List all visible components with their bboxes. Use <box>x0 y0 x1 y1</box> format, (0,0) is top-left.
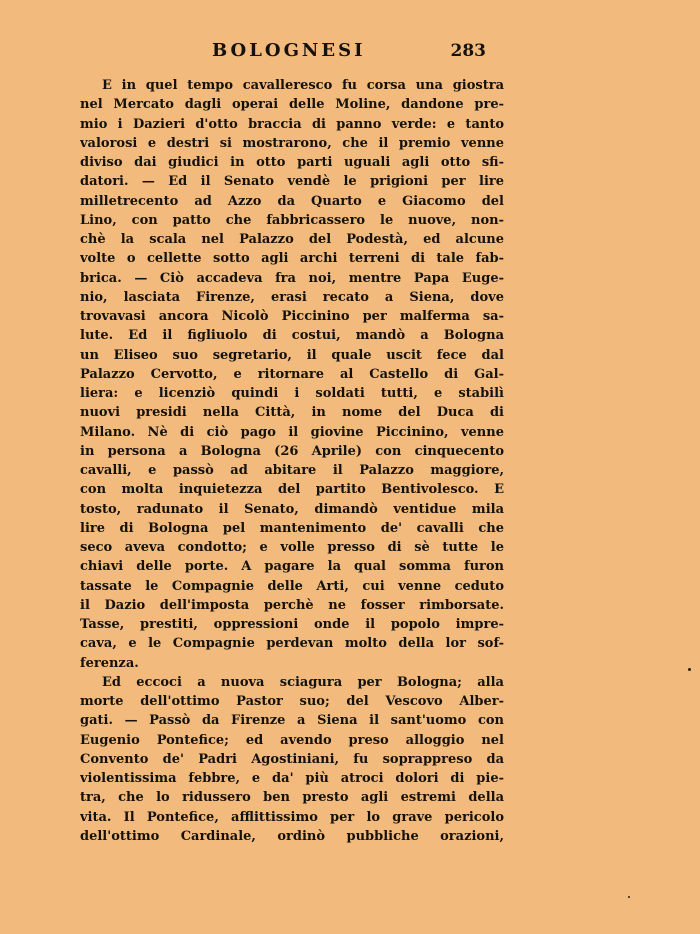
text-line: milletrecento ad Azzo da Quarto e Giacomo del <box>80 193 504 209</box>
text-line: cava, e le Compagnie perdevan molto della lor sof- <box>80 636 504 652</box>
text-line: nel Mercato dagli operai delle Moline, dandone pre- <box>80 97 504 113</box>
text-line: cavalli, e passò ad abitare il Palazzo maggiore, <box>80 463 504 478</box>
text-line: violentissima febbre, e da' più atroci dolori di pie- <box>80 771 504 786</box>
text-line: E in quel tempo cavalleresco fu corsa una giostra <box>102 78 504 93</box>
text-line: tosto, radunato il Senato, dimandò ventidue mila <box>80 501 504 517</box>
text-line: mio i Dazieri d'otto braccia di panno verde: e tanto <box>80 116 504 132</box>
text-line: ferenza. <box>80 655 139 671</box>
paragraph-1 <box>80 76 504 673</box>
text-line: Convento de' Padri Agostiniani, fu soprappreso da <box>80 751 504 767</box>
text-line: Tasse, prestiti, oppressioni onde il popolo impre- <box>80 617 504 632</box>
text-line: un Eliseo suo segretario, il quale uscit fece dal <box>80 347 504 363</box>
text-line: morte dell'ottimo Pastor suo; del Vescovo Alber- <box>80 694 504 709</box>
running-head <box>200 40 500 68</box>
text-line: valorosi e destri si mostrarono, che il premio venne <box>80 135 504 151</box>
paragraph-2 <box>80 673 504 846</box>
text-line: seco aveva condotto; e volle presso di sè tutte le <box>80 540 504 555</box>
ink-speck <box>688 668 691 671</box>
running-head-title: BOLOGNESI <box>212 40 366 61</box>
text-line: gati. — Passò da Firenze a Siena il sant'uomo con <box>80 713 504 729</box>
text-line: Eugenio Pontefice; ed avendo preso alloggio nel <box>80 732 504 748</box>
text-line: tassate le Compagnie delle Arti, cui venne ceduto <box>80 578 504 594</box>
text-line: con molta inquietezza del partito Bentivolesco. E <box>80 482 504 498</box>
text-line: Palazzo Cervotto, e ritornare al Castello di Gal- <box>80 366 504 382</box>
text-line: Lino, con patto che fabbricassero le nuove, non- <box>80 212 504 228</box>
text-line: dell'ottimo Cardinale, ordinò pubbliche orazioni, <box>80 828 504 844</box>
text-line: lire di Bologna pel mantenimento de' cavalli che <box>80 520 504 536</box>
text-line: nio, lasciata Firenze, erasi recato a Siena, dove <box>80 289 504 305</box>
text-line: Ed eccoci a nuova sciagura per Bologna; alla <box>102 674 504 690</box>
text-line: datori. — Ed il Senato vendè le prigioni per lire <box>80 174 504 190</box>
text-line: chè la scala nel Palazzo del Podestà, ed alcune <box>80 232 504 247</box>
text-line: nuovi presidi nella Città, in nome del Duca di <box>80 405 504 421</box>
text-line: vita. Il Pontefice, afflittissimo per lo grave pericolo <box>80 809 504 825</box>
text-line: trovavasi ancora Nicolò Piccinino per malferma sa- <box>80 309 504 324</box>
text-line: brica. — Ciò accadeva fra noi, mentre Papa Euge- <box>80 270 504 286</box>
text-line: diviso dai giudici in otto parti uguali agli otto sfi- <box>80 155 504 170</box>
text-line: liera: e licenziò quindi i soldati tutti, e stabilì <box>80 386 504 401</box>
ink-speck <box>628 896 630 898</box>
text-line: chiavi delle porte. A pagare la qual somma furon <box>80 559 504 575</box>
text-line: volte o cellette sotto agli archi terreni di tale fab- <box>80 251 504 267</box>
body-text <box>80 76 504 846</box>
text-line: Milano. Nè di ciò pago il giovine Piccinino, venne <box>80 424 504 440</box>
text-line: lute. Ed il figliuolo di costui, mandò a Bologna <box>80 328 504 344</box>
text-line: il Dazio dell'imposta perchè ne fosser rimborsate. <box>80 597 504 613</box>
text-line: in persona a Bologna (26 Aprile) con cinquecento <box>80 443 504 459</box>
text-line: tra, che lo ridussero ben presto agli estremi della <box>80 790 504 806</box>
page-number: 283 <box>450 41 486 61</box>
